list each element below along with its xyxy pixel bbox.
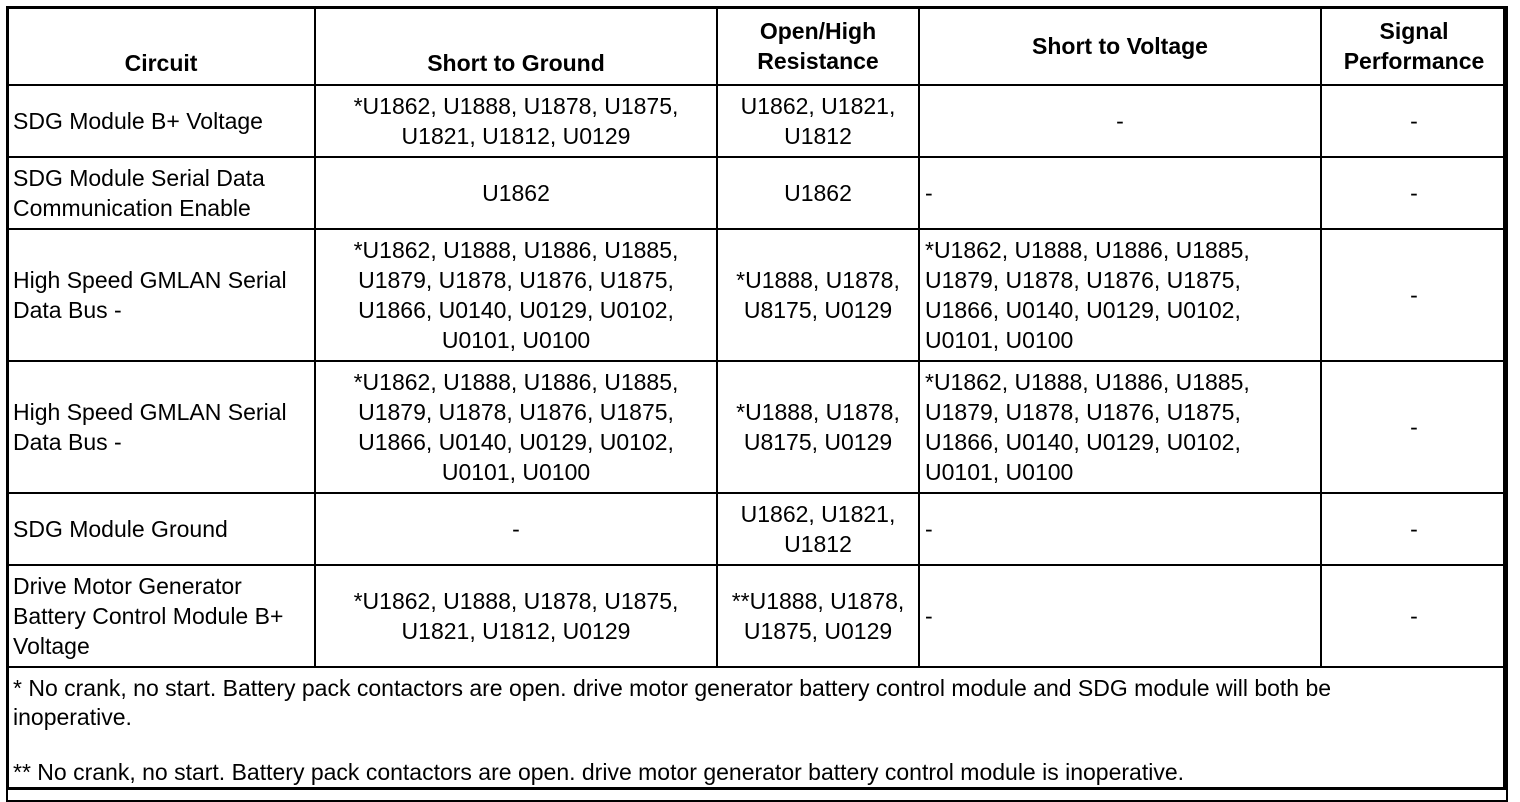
cell-short-to-voltage: - [919,565,1321,667]
header-short-to-ground: Short to Ground [315,7,717,85]
cell-open-high: U1862, U1821, U1812 [717,493,919,565]
cell-short-to-ground: *U1862, U1888, U1878, U1875, U1821, U1812, U0129 [315,85,717,157]
cell-short-to-ground: *U1862, U1888, U1878, U1875, U1821, U1812, U0129 [315,565,717,667]
cell-short-to-ground: *U1862, U1888, U1886, U1885, U1879, U1878, U1876, U1875, U1866, U0140, U0129, U0102, U0101, U0100 [315,361,717,493]
cell-signal-performance: - [1321,361,1507,493]
cell-circuit: SDG Module Serial Data Communication Enable [7,157,315,229]
header-signal-performance: Signal Performance [1321,7,1507,85]
cell-open-high: *U1888, U1878, U8175, U0129 [717,229,919,361]
cell-short-to-voltage: - [919,85,1321,157]
header-short-to-voltage: Short to Voltage [919,7,1321,85]
cell-circuit: SDG Module B+ Voltage [7,85,315,157]
cell-signal-performance: - [1321,229,1507,361]
cell-signal-performance: - [1321,493,1507,565]
cell-open-high: U1862, U1821, U1812 [717,85,919,157]
cell-circuit: Drive Motor Generator Battery Control Module B+ Voltage [7,565,315,667]
cell-short-to-ground: *U1862, U1888, U1886, U1885, U1879, U1878, U1876, U1875, U1866, U0140, U0129, U0102, U0101, U0100 [315,229,717,361]
cell-open-high: U1862 [717,157,919,229]
cell-short-to-voltage: - [919,157,1321,229]
footnote-double-asterisk: ** No crank, no start. Battery pack contactors are open. drive motor generator battery control module is inoperative. [13,759,1185,785]
cell-signal-performance: - [1321,157,1507,229]
header-open-high-resistance: Open/High Resistance [717,7,919,85]
header-circuit: Circuit [7,7,315,85]
cell-circuit: High Speed GMLAN Serial Data Bus - [7,229,315,361]
cell-short-to-voltage: *U1862, U1888, U1886, U1885, U1879, U1878, U1876, U1875, U1866, U0140, U0129, U0102, U0101, U0100 [919,229,1321,361]
cell-circuit: SDG Module Ground [7,493,315,565]
footnote-single-asterisk: * No crank, no start. Battery pack contactors are open. drive motor generator battery control module and SDG module will both be inoperative. [13,675,1332,730]
cell-short-to-ground: - [315,493,717,565]
cell-signal-performance: - [1321,85,1507,157]
cell-short-to-voltage: *U1862, U1888, U1886, U1885, U1879, U1878, U1876, U1875, U1866, U0140, U0129, U0102, U0101, U0100 [919,361,1321,493]
cell-signal-performance: - [1321,565,1507,667]
cell-open-high: *U1888, U1878, U8175, U0129 [717,361,919,493]
table-outer-border [6,6,1506,790]
cell-open-high: **U1888, U1878, U1875, U0129 [717,565,919,667]
cell-short-to-voltage: - [919,493,1321,565]
cell-circuit: High Speed GMLAN Serial Data Bus - [7,361,315,493]
cell-short-to-ground: U1862 [315,157,717,229]
